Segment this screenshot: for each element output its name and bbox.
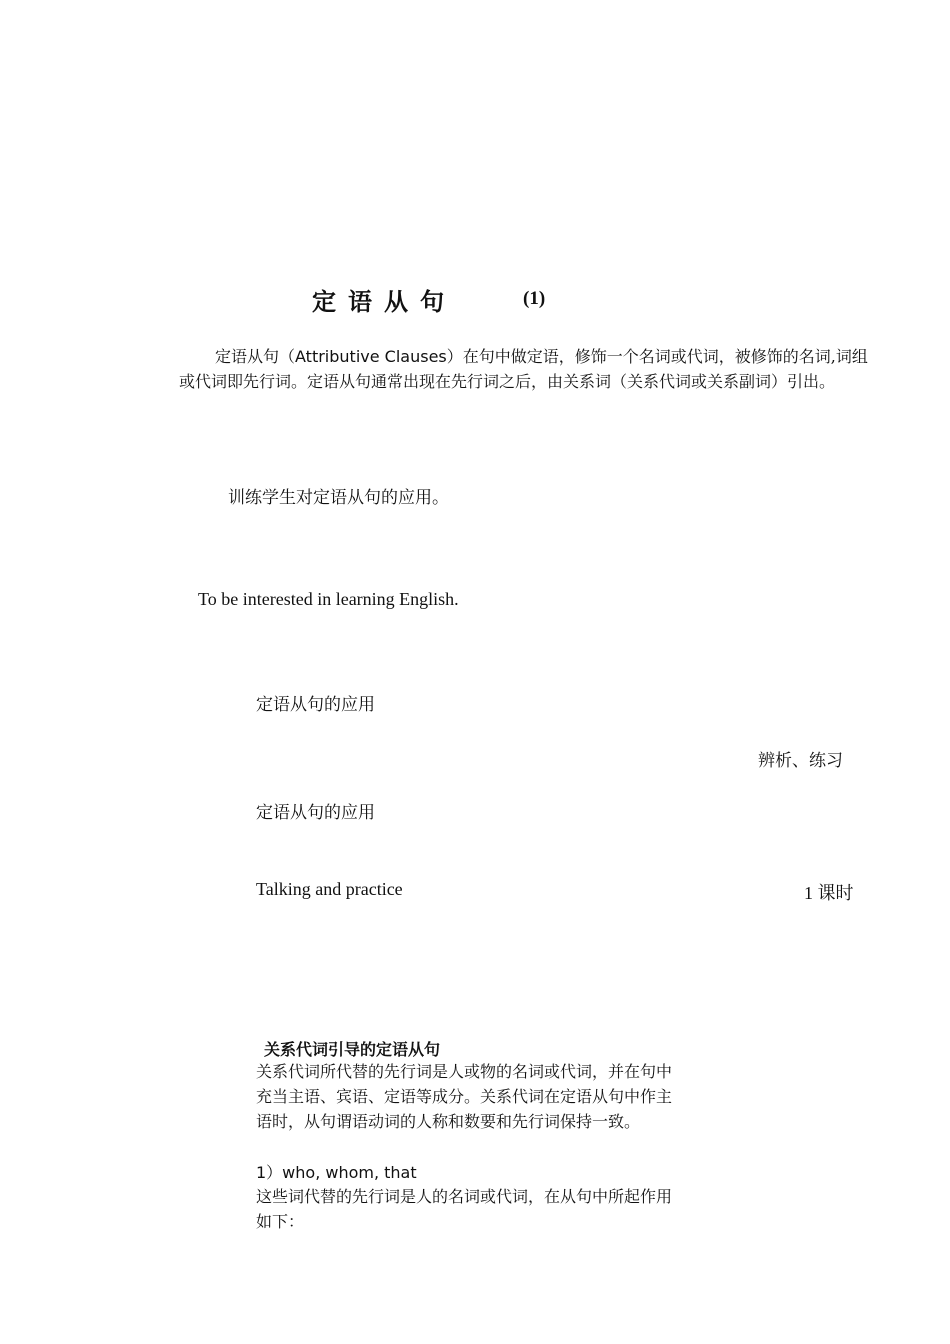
learning-activity: Talking and practice	[256, 879, 403, 899]
emotion-objective: To be interested in learning English.	[198, 589, 459, 609]
ability-objective: 训练学生对定语从句的应用。	[228, 488, 449, 508]
intro-paragraph	[179, 344, 869, 394]
intro-latin-term: Attributive Clauses	[295, 347, 447, 366]
document-title: 定语从句	[312, 288, 456, 316]
class-period: 1 课时	[804, 883, 854, 903]
item-body: 这些词代替的先行词是人的名词或代词，在从句中所起作用如下：	[256, 1187, 673, 1231]
key-point: 定语从句的应用	[256, 695, 375, 715]
title-number: (1)	[523, 288, 546, 309]
intro-before: 定语从句（	[215, 347, 296, 366]
item-heading: 1）who, whom, that	[256, 1163, 417, 1182]
teaching-method: 辨析、练习	[758, 751, 843, 771]
section-heading: 关系代词引导的定语从句	[264, 1040, 441, 1059]
intro-after: ）在句中做定语，修饰一个名词或代词，被修饰的名词,词组或代词即先行词。定语从句通常出现在先行词之后，由关系词（关系代词或关系副词）引出。	[179, 347, 868, 391]
section-body: 关系代词所代替的先行词是人或物的名词或代词，并在句中充当主语、宾语、定语等成分。关系代词在定语从句中作主语时，从句谓语动词的人称和数要和先行词保持一致。	[256, 1062, 673, 1131]
difficulty-point: 定语从句的应用	[256, 803, 375, 823]
